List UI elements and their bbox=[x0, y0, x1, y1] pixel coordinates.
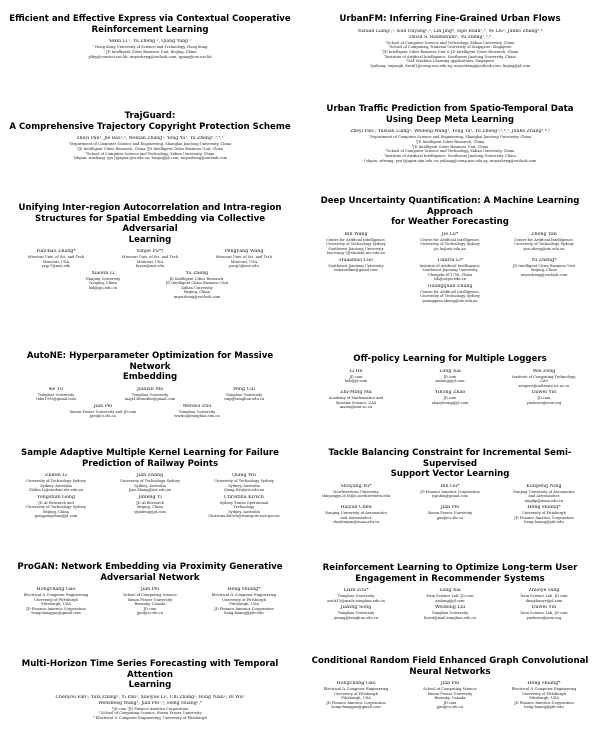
author-entry: Qiang Wu University of Technology Sydney Sydney, Australia Qiang.Wu@uts.edu.au bbox=[214, 473, 274, 493]
author-grid bbox=[8, 587, 292, 616]
author-entry: Weidong Liu Tsinghua University liuwd@mail.tsinghua.edu.cn bbox=[424, 605, 476, 620]
paper-card bbox=[304, 656, 596, 734]
paper-card bbox=[304, 448, 596, 542]
paper-title: Tackle Balancing Constraint for Incremental Semi-Supervised Support Vector Learning bbox=[328, 448, 572, 480]
author-entry: Li He JD.com heli@jd.com bbox=[344, 368, 368, 384]
paper-title: TrajGuard: A Comprehensive Trajectory Copyright Protection Scheme bbox=[9, 111, 291, 132]
author-entry: Zhuoye Ding Data Science Lab, JD.com dingzhuoye@jd.com bbox=[520, 588, 568, 603]
paper-title: Reinforcement Learning to Optimize Long-term User Engagement in Recommender Systems bbox=[322, 563, 578, 584]
author-entry: Dawei Yin Data Science Lab, JD.com yindawei@acm.org bbox=[520, 605, 568, 620]
author-block: Zheyi Pan¹, Jie Bao²,³, Weinan Zhang¹, Yong Yu¹, Yu Zheng²,³,⁴,¹ ¹Department of Computer Science and Engineering, Shanghai Jiaotong University, China ²JD Intelligent Cities Research, China ³JD Intelligent Cities Business Unit, China ⁴School of Computer Science and Technology, Xidian University, China {zhpan, wnzhang, yyu}@apex.sjtu.edu.cn; baojie@jd.com; msyuzheng@outlook.com bbox=[68, 136, 232, 161]
author-entry: Jian Pei School of Computing Science Simon Fraser University Burnaby, Canada JD.com jpei@cs.sfu.ca bbox=[423, 681, 477, 710]
paper-title: AutoNE: Hyperparameter Optimization for Massive Network Embedding bbox=[26, 351, 274, 383]
paper-title: Sample Adaptive Multiple Kernel Learning for Failure Prediction of Railway Points bbox=[21, 448, 279, 469]
author-grid bbox=[308, 369, 592, 410]
author-entry: Dawei Yin JD.com yindawei@acm.org bbox=[526, 390, 562, 405]
author-entry: Pengyang Wang Missouri Univ. of Sci. and Tech Missouri, USA pwqt3@mst.edu bbox=[215, 249, 273, 269]
author-grid bbox=[8, 473, 292, 519]
author-entry: Jian Pei Simon Fraser University jpei@cs.sfu.ca bbox=[427, 505, 473, 520]
author-block: Yuxuan Liang¹,², Kun Ouyang²,³, Lin Jing⁴, Sijie Ruan¹,³, Ye Liu², Junbo Zhang³,⁴ David S. Rosenblum², Yu Zheng¹,³,⁴ ¹School of Computer Science and Technology, Xidian University, China ²School of Computing, National University of Singapore, Singapore ³JD Intelligent Cities Business Unit & JD Intelligent Cities Research, China ⁴Institute of Artificial Intelligence, Southwest Jiaotong University, China ⁵SAP Machine Learning Applications, Singapore {yxliang, ouyangk, david}@comp.nus.edu.sg; msyuzheng@outlook.com; linjing@jd.com bbox=[357, 28, 543, 69]
author-entry: Tianrui Li* Institute of Artificial Intelligence, Southwest Jiaotong University Chengdu 611756, China trli@swjtu.edu.cn bbox=[419, 257, 481, 282]
paper-card bbox=[4, 203, 296, 340]
author-entry: Yu Zheng* JD Intelligent Cities Business Unit Beijing, China msyuzheng@outlook.com bbox=[512, 257, 576, 277]
author-entry: Wei Zeng Institute of Computing Technology, CAS zengwei@software.ict.ac.cn bbox=[512, 368, 576, 388]
author-entry: Haiyan Chen Nanjing University of Aeronautics and Astronautics chenhaiyan@nuaa.edu.cn bbox=[324, 505, 388, 525]
paper-card bbox=[304, 14, 596, 96]
author-entry: Bin Gu* JD Finance America Corporation jsgubin@gmail.com bbox=[420, 483, 480, 499]
author-entry: Christina Kirsch Sydney Trains Operational Technology Sydney, Australia Christina.Kirsch@transport.nsw.gov.au bbox=[208, 494, 280, 519]
paper-title: Deep Uncertainty Quantification: A Machine Learning Approach for Weather Forecasting bbox=[320, 196, 580, 228]
author-entry: Shuyang Yu* Northwestern University shuyangyu2018@u.northwestern.edu bbox=[321, 483, 391, 499]
author-entry: Yunchao Zhang* Missouri Univ. of Sci. and Tech Missouri, USA yzgc7@mst.edu bbox=[27, 249, 85, 269]
paper-title: UrbanFM: Inferring Fine-Grained Urban Flows bbox=[339, 14, 561, 24]
paper-title: ProGAN: Network Embedding via Proximity Generative Adversarial Network bbox=[17, 562, 283, 583]
paper-title: Efficient and Effective Express via Contextual Cooperative Reinforcement Learning bbox=[9, 14, 291, 35]
author-entry: Jian Pei School of Computing Science Simon Fraser University Burnaby, Canada JD.com jpei@cs.sfu.ca bbox=[123, 587, 177, 616]
paper-card bbox=[4, 659, 296, 731]
author-entry: Zhi-Ming Ma Academy of Mathematics and Systems Science, CAS mazm@amt.ac.cn bbox=[328, 390, 383, 410]
author-entry: Ke Tu Tsinghua University tuke1993@gmail.com bbox=[36, 386, 76, 402]
paper-title: Unifying Inter-region Autocorrelation and Intra-region Structures for Spatial Embedding via Collective Adversarial Learning bbox=[18, 203, 282, 245]
author-grid bbox=[8, 249, 292, 299]
paper-card bbox=[304, 354, 596, 426]
paper-title: Conditional Random Field Enhanced Graph Convolutional Neural Networks bbox=[311, 656, 589, 677]
author-entry: Heng Huang* Electrical & Computer Engineering University of Pittsburgh Pittsburgh, USA JD Finance America Corporation heng.huang@pitt.edu bbox=[211, 587, 277, 616]
author-grid bbox=[308, 232, 592, 304]
author-entry: Yanjie Fu*† Missouri Univ. of Sci. and Tech Missouri, USA fuyan@mst.edu bbox=[121, 249, 179, 269]
author-entry: Wenwu Zhu Tsinghua University wwzhu@tsinghua.edu.cn bbox=[174, 403, 220, 419]
author-entry: Jian Pei Simon Fraser University and JD.com jpei@cs.sfu.ca bbox=[69, 403, 137, 419]
paper-title: Urban Traffic Prediction from Spatio-Temporal Data Using Deep Meta Learning bbox=[326, 104, 574, 125]
author-grid bbox=[8, 387, 292, 419]
author-grid bbox=[308, 588, 592, 620]
author-entry: Yihong Zhao JD.com zhaoyihong@jd.com bbox=[431, 390, 469, 405]
author-entry: Yongshun Gong JD AI Research and University of Technology Sydney Beijing, China gongyongshun@jd.com bbox=[26, 494, 86, 519]
author-entry: Bin Wang Centre for Artificial Intelligence, University of Technology Sydney Southwest Jiaotong University bin.wang-7@student.uts.edu.au bbox=[326, 231, 386, 256]
author-entry: Xiaolin Li Nanjing University Nanjing, China lixl@nju.edu.cn bbox=[85, 270, 121, 290]
author-entry: Long Xia Data Science Lab, JD.com xialong@jd.com bbox=[426, 588, 474, 603]
author-block: Zheyi Pan¹, Yuxuan Liang², Weifeng Wang¹, Yong Yu¹, Yu Zheng²,³,⁴,⁵, Junbo Zhang³,⁴,⁵ ¹Department of Computer Science and Engineering, Shanghai Jiaotong University, China ²JD Intelligent Cities Research, China ³JD Intelligent Cities Business Unit, China ⁴School of Computer Science and Technology, Xidian University, China ⁵Institute of Artificial Intelligence, Southwest Jiaotong University, China {zhpan, wfwang, yyu}@apex.sjtu.edu.cn; yxliang@comp.nus.edu.sg; msyuzheng@outlook.com bbox=[350, 129, 550, 163]
author-grid bbox=[308, 484, 592, 525]
author-entry: Lixin Zou* Tsinghua University zoulx15@mails.tsinghua.edu.cn bbox=[327, 588, 385, 603]
author-entry: Jiaxing Song Tsinghua University jxsong@tsinghua.edu.cn bbox=[333, 605, 379, 620]
author-entry: Peng Cui Tsinghua University cuip@tsinghua.edu.cn bbox=[223, 386, 265, 402]
author-entry: Kunpeng Ning Nanjing University of Aeronautics and Astronautics ningkp@nuaa.edu.cn bbox=[512, 483, 576, 503]
paper-title: Multi-Horizon Time Series Forecasting with Temporal Attention Learning bbox=[21, 659, 279, 691]
author-entry: Jinfeng Yi JD AI Research Beijing, China yijinfeng@jd.com bbox=[134, 494, 166, 514]
paper-card bbox=[304, 196, 596, 342]
author-entry: Zhibin Li University of Technology Sydney Sydney, Australia Zhibin.Li@student.uts.edu.au bbox=[26, 473, 86, 493]
author-entry: Yu Zheng JD Intelligent Cities Research, JD Intelligent Cities Business Unit Xidian University Beijing, China msyuzheng@outlook.com bbox=[165, 270, 229, 299]
paper-card bbox=[4, 351, 296, 429]
author-block: Yexin Li ¹, Yu Zheng ², Qiang Yang ¹ ¹ Hong Kong University of Science and Technology, Hong Kong ² JD Intelligent Cities Business Unit, Beijing, China yliby@connect.ust.hk, msyuzheng@outlook.com, qyang@cse.ust.hk bbox=[88, 39, 212, 59]
author-entry: Jie Lu* Centre for Artificial Intelligence, University of Technology Sydney jie.lu@uts.edu.au bbox=[420, 231, 480, 251]
author-entry: Hongchang Gao Electrical & Computer Engineering University of Pittsburgh Pittsburgh, USA JD Finance America Corporation hongchanggao@gmail.com bbox=[23, 587, 89, 616]
author-block: Chenyou Fan¹, Yuxi Zhang², Yi Pan², Xiaoyue Li², Chi Zhang², Rong Yuan², Di Wu² Wensheng Wang², Jian Pei²,³, Heng Huang²,⁴ ²JD.com ³JD Finance America Corporation ³ School of Computing Science, Simon Fraser University ⁴ Electrical & Computer Engineering, University of Pittsburgh bbox=[55, 694, 245, 721]
author-entry: Long Xia JD.com xialong@jd.com bbox=[435, 368, 465, 384]
paper-title: Off-policy Learning for Multiple Loggers bbox=[353, 354, 547, 364]
author-entry: Hongchang Gao Electrical & Computer Engineering University of Pittsburgh Pittsburgh, USA JD Finance America Corporation hongchanggao@gmail.com bbox=[323, 681, 389, 710]
author-entry: Huaishao Luo Southwest Jiaotong University imhuaishao@gmail.com bbox=[328, 257, 384, 273]
paper-card bbox=[4, 111, 296, 191]
paper-card bbox=[4, 14, 296, 94]
author-entry: Heng Huang* Electrical & Computer Engineering University of Pittsburgh Pittsburgh, USA JD Finance America Corporation heng.huang@pitt.edu bbox=[511, 681, 577, 710]
paper-card bbox=[304, 104, 596, 188]
author-entry: Jian Zhang University of Technology Sydney Sydney, Australia Jian.Zhang@uts.edu.au bbox=[120, 473, 180, 493]
paper-card bbox=[304, 563, 596, 645]
paper-card bbox=[4, 448, 296, 540]
paper-card bbox=[4, 562, 296, 640]
author-entry: Zheng Yan Centre for Artificial Intelligence, University of Technology Sydney yan.zheng@uts.edu.au bbox=[514, 231, 574, 251]
author-entry: Jianxin Ma Tsinghua University majx13fromthu@gmail.com bbox=[124, 386, 176, 402]
author-entry: Guangquan Zhang Centre for Artificial Intelligence, University of Technology Sydney guangquan.zhang@uts.edu.au bbox=[420, 283, 480, 303]
author-grid bbox=[308, 681, 592, 710]
author-entry: Heng Huang* University of Pittsburgh JD Finance America Corporation heng.huang@pitt.edu bbox=[514, 505, 574, 525]
